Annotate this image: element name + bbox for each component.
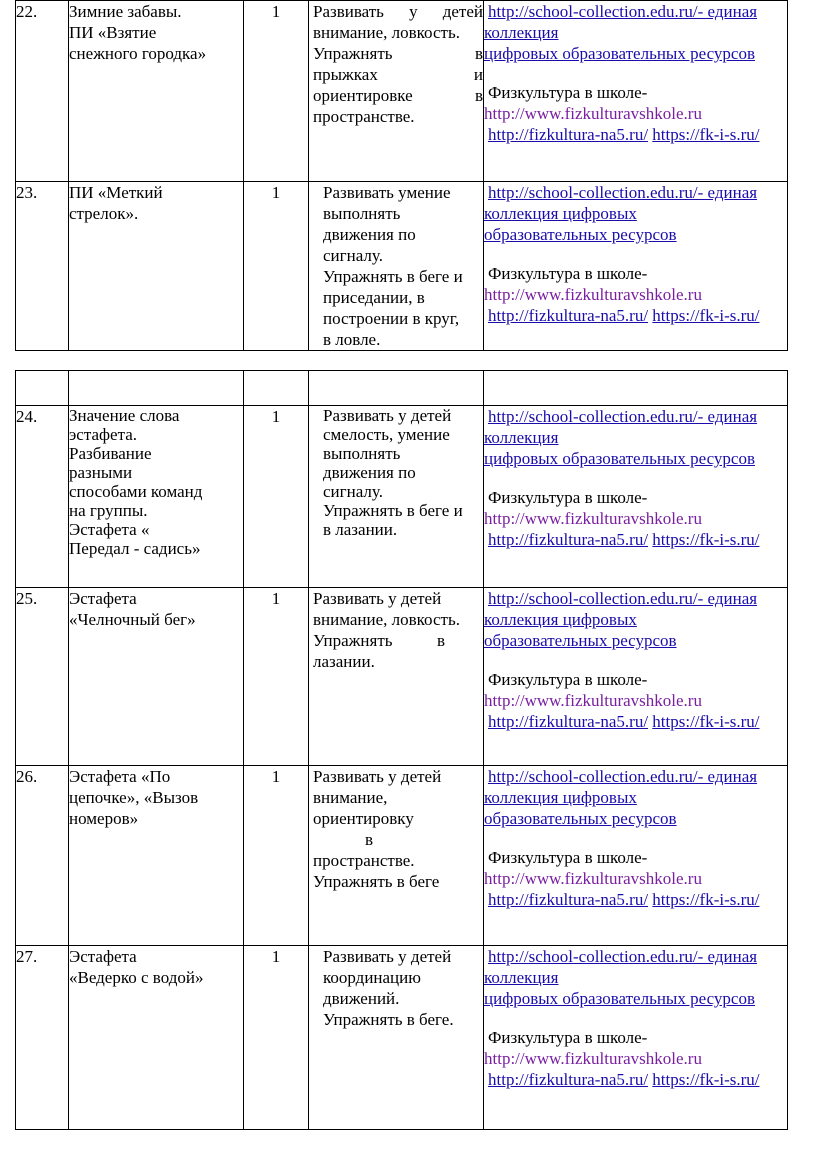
school-collection-link[interactable]: http://school-collection.edu.ru/- единая [488, 183, 758, 202]
fizkultura-label: Физкультура в школе- [488, 264, 648, 283]
empty-cell [484, 371, 788, 406]
lesson-goal: Развивать у детей внимание, ориентировку в пространстве. Упражнять в беге [309, 766, 484, 946]
empty-header-row [16, 371, 788, 406]
fk-i-s-link[interactable]: https://fk-i-s.ru/ [652, 712, 760, 731]
fk-i-s-link[interactable]: https://fk-i-s.ru/ [652, 530, 760, 549]
table-row [16, 406, 788, 588]
hours: 1 [244, 766, 309, 946]
empty-cell [244, 371, 309, 406]
fizkultura-url: http://www.fizkulturavshkole.ru [484, 285, 702, 304]
fk-i-s-link[interactable]: https://fk-i-s.ru/ [652, 890, 760, 909]
lesson-title: Эстафета «Ведерко с водой» [69, 946, 244, 1130]
table-row [16, 1, 788, 182]
fizkultura-na5-link[interactable]: http://fizkultura-na5.ru/ [488, 125, 649, 144]
school-collection-link-cont[interactable]: коллекция [484, 968, 559, 987]
table-row [16, 766, 788, 946]
fk-i-s-link[interactable]: https://fk-i-s.ru/ [652, 125, 760, 144]
fizkultura-url: http://www.fizkulturavshkole.ru [484, 509, 702, 528]
school-collection-link-cont[interactable]: образовательных ресурсов [484, 225, 677, 244]
table-row [16, 946, 788, 1130]
school-collection-link-cont[interactable]: образовательных ресурсов [484, 631, 677, 650]
resources-cell [484, 946, 788, 1130]
lesson-goal: Развивать у детей внимание, ловкость. Упражнять в лазании. [309, 588, 484, 766]
school-collection-link[interactable]: http://school-collection.edu.ru/- единая [488, 947, 758, 966]
table-row [16, 182, 788, 351]
fizkultura-label: Физкультура в школе- [488, 488, 648, 507]
hours: 1 [244, 406, 309, 588]
school-collection-link-cont[interactable]: образовательных ресурсов [484, 809, 677, 828]
school-collection-link-cont[interactable]: цифровых образовательных ресурсов [484, 449, 755, 468]
fizkultura-na5-link[interactable]: http://fizkultura-na5.ru/ [488, 1070, 649, 1089]
row-number: 23. [16, 182, 69, 351]
lesson-title: Эстафета «По цепочке», «Вызов номеров» [69, 766, 244, 946]
fizkultura-label: Физкультура в школе- [488, 83, 648, 102]
school-collection-link[interactable]: http://school-collection.edu.ru/- единая [488, 589, 758, 608]
fizkultura-label: Физкультура в школе- [488, 848, 648, 867]
row-number: 26. [16, 766, 69, 946]
fizkultura-url: http://www.fizkulturavshkole.ru [484, 104, 702, 123]
resources-cell [484, 406, 788, 588]
hours: 1 [244, 946, 309, 1130]
school-collection-link-cont[interactable]: коллекция цифровых [484, 610, 637, 629]
school-collection-link[interactable]: http://school-collection.edu.ru/- единая [488, 407, 758, 426]
table-row [16, 588, 788, 766]
fizkultura-url: http://www.fizkulturavshkole.ru [484, 691, 702, 710]
lesson-title: Эстафета «Челночный бег» [69, 588, 244, 766]
hours: 1 [244, 588, 309, 766]
resources-cell [484, 766, 788, 946]
empty-cell [309, 371, 484, 406]
hours: 1 [244, 1, 309, 182]
row-number: 27. [16, 946, 69, 1130]
fizkultura-label: Физкультура в школе- [488, 1028, 648, 1047]
lesson-title: ПИ «Меткий стрелок». [69, 182, 244, 351]
school-collection-link-cont[interactable]: цифровых образовательных ресурсов [484, 44, 755, 63]
lesson-title: Значение слова эстафета. Разбивание разными способами команд на группы. Эстафета « Передал - садись» [69, 406, 244, 588]
fk-i-s-link[interactable]: https://fk-i-s.ru/ [652, 306, 760, 325]
resources-cell [484, 182, 788, 351]
lesson-plan-table-bottom [15, 370, 788, 1130]
school-collection-link[interactable]: http://school-collection.edu.ru/- единая [488, 2, 758, 21]
fizkultura-label: Физкультура в школе- [488, 670, 648, 689]
school-collection-link-cont[interactable]: коллекция цифровых [484, 788, 637, 807]
fizkultura-na5-link[interactable]: http://fizkultura-na5.ru/ [488, 530, 649, 549]
fk-i-s-link[interactable]: https://fk-i-s.ru/ [652, 1070, 760, 1089]
lesson-goal: Развивать у детей координацию движений. Упражнять в беге. [309, 946, 484, 1130]
empty-cell [69, 371, 244, 406]
school-collection-link-cont[interactable]: коллекция [484, 23, 559, 42]
row-number: 24. [16, 406, 69, 588]
fizkultura-url: http://www.fizkulturavshkole.ru [484, 1049, 702, 1068]
resources-cell [484, 588, 788, 766]
fizkultura-url: http://www.fizkulturavshkole.ru [484, 869, 702, 888]
lesson-goal: Развивать у детей внимание, ловкость. Упражнять в прыжках и ориентировке в пространстве. [309, 1, 484, 182]
school-collection-link-cont[interactable]: коллекция [484, 428, 559, 447]
lesson-plan-table-top [15, 0, 788, 351]
fizkultura-na5-link[interactable]: http://fizkultura-na5.ru/ [488, 890, 649, 909]
lesson-goal: Развивать у детей смелость, умение выполнять движения по сигналу. Упражнять в беге и в лазании. [309, 406, 484, 588]
school-collection-link-cont[interactable]: цифровых образовательных ресурсов [484, 989, 755, 1008]
row-number: 22. [16, 1, 69, 182]
resources-cell [484, 1, 788, 182]
lesson-goal: Развивать умение выполнять движения по сигналу. Упражнять в беге и приседании, в построении в круг, в ловле. [309, 182, 484, 351]
fizkultura-na5-link[interactable]: http://fizkultura-na5.ru/ [488, 712, 649, 731]
school-collection-link[interactable]: http://school-collection.edu.ru/- единая [488, 767, 758, 786]
fizkultura-na5-link[interactable]: http://fizkultura-na5.ru/ [488, 306, 649, 325]
lesson-title: Зимние забавы. ПИ «Взятие снежного городка» [69, 1, 244, 182]
empty-cell [16, 371, 69, 406]
school-collection-link-cont[interactable]: коллекция цифровых [484, 204, 637, 223]
row-number: 25. [16, 588, 69, 766]
hours: 1 [244, 182, 309, 351]
